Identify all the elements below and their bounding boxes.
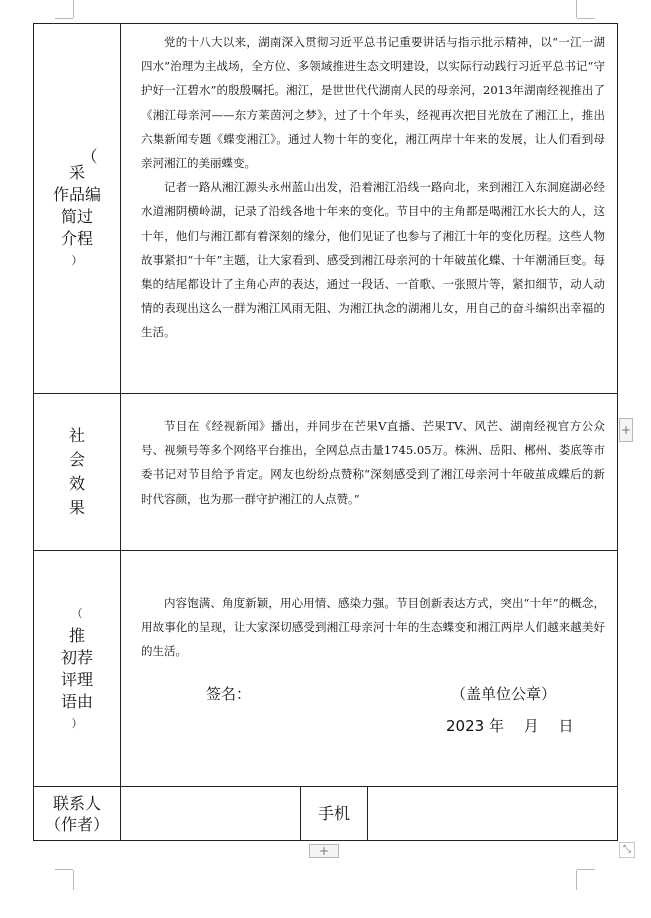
signature-row: [141, 680, 605, 710]
effect-paragraph: 节目在《经视新闻》播出，并同步在芒果V直播、芒果TV、风芒、湖南经视官方公众号、视频号等多个网络平台推出，全网总点击量1745.05万。株洲、岳阳、郴州、娄底等市委书记对节目给予肯定。网友也纷纷点赞称“深刻感受到了湘江母亲河十年破茧成蝶后的新时代容颜，也为那一群守护湘江的人点赞。”: [141, 419, 605, 506]
crop-mark: [577, 869, 595, 870]
comment-label-line: ）: [71, 716, 83, 730]
intro-label-line: 采: [68, 162, 85, 182]
contact-label: [34, 787, 121, 841]
intro-label-line: 介程: [60, 228, 93, 248]
intro-label-line: 作品编: [52, 184, 101, 204]
comment-paragraph: 内容饱满、角度新颖，用心用情、感染力强。节目创新表达方式，突出“十年”的概念，用故事化的呈现，让大家深切感受到湘江母亲河十年的生态蝶变和湘江两岸人们越来越美好的生活。: [141, 596, 605, 659]
crop-mark: [73, 0, 74, 18]
effect-text: [121, 394, 618, 551]
intro-label-line: 简过: [60, 206, 93, 226]
crop-mark: [55, 18, 73, 19]
table-resize-handle[interactable]: ⤡: [619, 842, 635, 858]
comment-label-line: 评理: [60, 669, 93, 689]
comment-label-line: （: [71, 606, 83, 620]
intro-row: [34, 24, 618, 394]
date-row: [141, 710, 605, 740]
contact-label-text: 联系人（作者）: [45, 793, 110, 834]
crop-mark: [577, 18, 595, 19]
intro-label-char: （: [81, 146, 98, 166]
add-row-handle[interactable]: +: [309, 844, 339, 858]
crop-mark: [576, 870, 577, 890]
intro-label-line: ）: [71, 253, 83, 267]
contact-row: [34, 787, 618, 841]
effect-label-char: 社: [68, 426, 85, 445]
phone-label: 手机: [301, 787, 368, 841]
comment-label: [34, 551, 121, 787]
crop-mark: [576, 0, 577, 18]
comment-label-line: 推: [68, 625, 85, 645]
crop-mark: [73, 870, 74, 890]
effect-label-char: 效: [68, 474, 85, 493]
comment-row: [34, 551, 618, 787]
intro-paragraph: 记者一路从湘江源头永州蓝山出发，沿着湘江沿线一路向北，来到湘江入东洞庭湖必经水道湘阴横岭湖，记录了沿线各地十年来的变化。节目中的主角都是喝湘江水长大的人，这十年，他们与湘江都有着深刻的缘分，他们见证了也参与了湘江十年的变化历程。这些人物故事紧扣“十年”主题，让大家看到、感受到湘江母亲河的十年破茧化蝶、十年潮涌巨变。每集的结尾都设计了主角心声的表达，通过一段话、一首歌、一张照片等，紧扣细节，动人动情的表现出这么一群为湘江风雨无阻、为湘江执念的湖湘儿女，用自己的奋斗编织出幸福的生活。: [141, 180, 605, 340]
effect-label-char: 会: [68, 450, 85, 469]
comment-text: [121, 551, 618, 787]
effect-label-char: 果: [68, 498, 85, 517]
contact-value-cell[interactable]: [121, 787, 301, 841]
intro-text: [121, 24, 618, 394]
comment-label-line: 语由: [60, 691, 93, 711]
crop-mark: [55, 869, 73, 870]
comment-label-line: 初荐: [60, 647, 93, 667]
intro-label: [34, 24, 121, 394]
entry-form-table: [33, 23, 618, 841]
seal-label: （盖单位公章）: [451, 684, 557, 703]
phone-value-cell[interactable]: [368, 787, 618, 841]
date-line: 2023 年 月 日: [446, 716, 574, 735]
intro-paragraph: 党的十八大以来，湖南深入贯彻习近平总书记重要讲话与指示批示精神，以“一江一湖四水”治理为主战场，全方位、多领域推进生态文明建设，以实际行动践行习近平总书记“守护好一江碧水”的殷殷嘱托。湘江，是世世代代湖南人民的母亲河，2013年湖南经视推出了《湘江母亲河——东方莱茵河之梦》，过了十个年头，经视再次把目光放在了湘江上，推出六集新闻专题《蝶变湘江》。通过人物十年的变化，湘江两岸十年来的发展，让人们看到母亲河湘江的美丽蝶变。: [141, 35, 605, 171]
effect-label: [34, 394, 121, 551]
add-column-handle[interactable]: +: [619, 418, 633, 442]
effect-row: [34, 394, 618, 551]
signature-label: 签名：: [206, 684, 252, 703]
